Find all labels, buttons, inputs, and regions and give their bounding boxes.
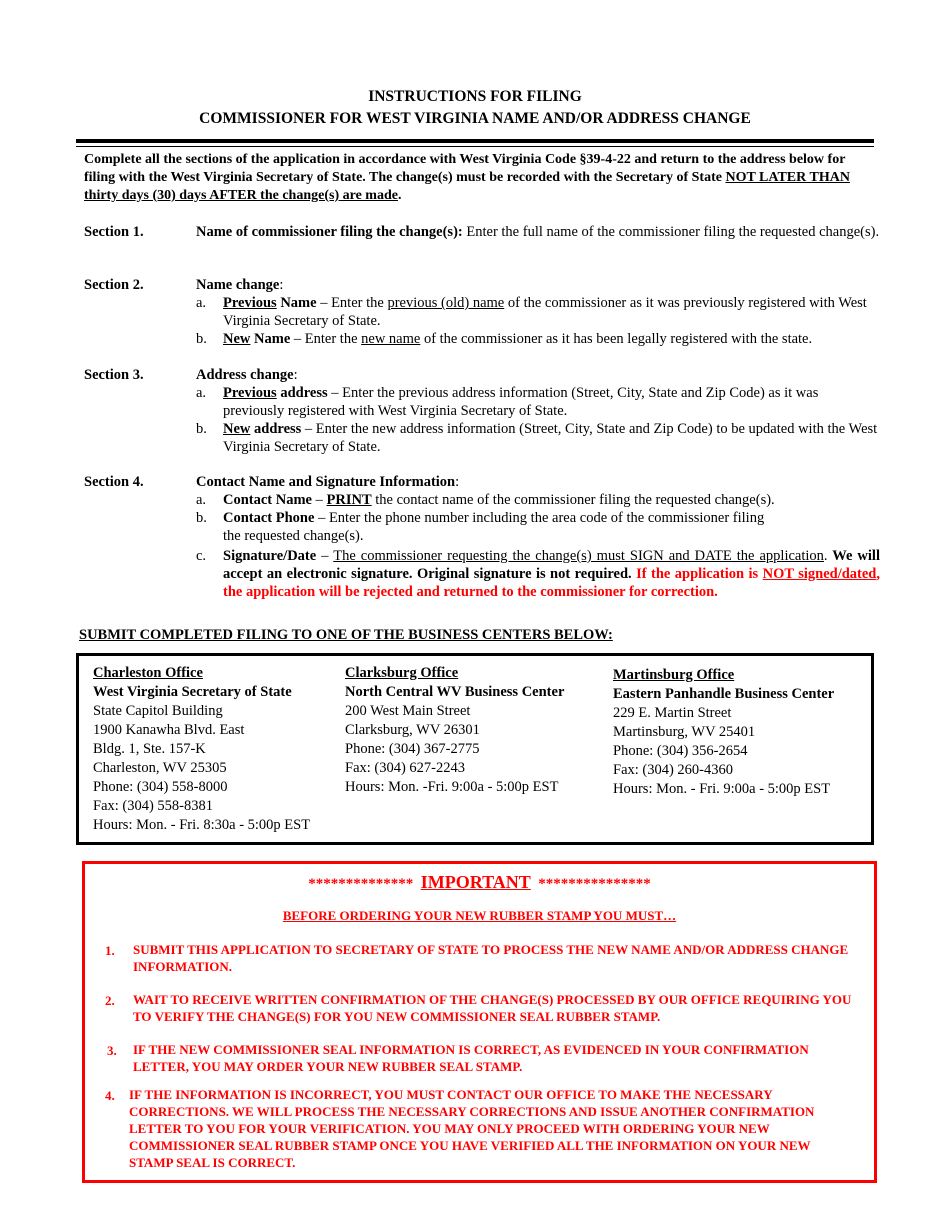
header-divider-thin — [76, 146, 874, 147]
important-item-2: WAIT TO RECEIVE WRITTEN CONFIRMATION OF THE CHANGE(S) PROCESSED BY OUR OFFICE REQUIRING YOU TO VERIFY THE CHANGE(S) FOR YOU NEW COMMISSIONER SEAL RUBBER STAMP. — [133, 992, 852, 1024]
section-4-item-b: b. Contact Phone – Enter the phone number including the area code of the commissioner filing the requested change(s). — [196, 510, 765, 544]
section-3-label: Section 3. — [84, 367, 144, 383]
header-divider-thick — [76, 139, 874, 143]
section-2-label: Section 2. — [84, 277, 144, 293]
section-2-item-a: a. Previous Name – Enter the previous (old) name of the commissioner as it was previously registered with West Virginia Secretary of State. — [196, 295, 867, 329]
section-2-item-b: b. New Name – Enter the new name of the commissioner as it has been legally registered with the state. — [196, 331, 813, 347]
important-notice-box — [82, 861, 877, 1183]
section-1-label: Section 1. — [84, 224, 144, 240]
important-item-2-number: 2. — [105, 993, 115, 1008]
office-clarksburg: Clarksburg Office North Central WV Business Center 200 West Main Street Clarksburg, WV 26301 Phone: (304) 367-2775 Fax: (304) 627-2243 Hours: Mon. -Fri. 9:00a - 5:00p EST — [345, 665, 565, 795]
important-heading: ************** IMPORTANT *************** — [308, 872, 651, 892]
important-item-3: IF THE NEW COMMISSIONER SEAL INFORMATION IS CORRECT, AS EVIDENCED IN YOUR CONFIRMATION LETTER, YOU MAY ORDER YOUR NEW RUBBER SEAL STAMP. — [133, 1042, 809, 1074]
section-4-item-c: c. Signature/Date – The commissioner requesting the change(s) must SIGN and DATE the application. We will accept an electronic signature. Original signature is not required. If the application is NOT signed/dated, the application will be rejected and returned to the commissioner for correction. — [196, 548, 880, 600]
page-title: INSTRUCTIONS FOR FILING — [368, 88, 582, 105]
section-4-body: Contact Name and Signature Information: a. Contact Name – PRINT the contact name of the commissioner filing the requested change(s). b. Contact Phone – Enter the phone number including the area code of the commissioner filing the requested change(s). c. Signature/Date – The commissioner requesting the change(s) must SIGN and DATE the application. We will accept an electronic signature. Original signature is not required. If the application is NOT signed/dated, the application will be rejected and returned to the commissioner for correction. — [196, 474, 880, 600]
important-item-3-number: 3. — [107, 1043, 117, 1058]
section-2-body: Name change: a. Previous Name – Enter the previous (old) name of the commissioner as it was previously registered with West Virginia Secretary of State. b. New Name – Enter the new name of the commissioner as it has been legally registered with the state. — [196, 276, 880, 348]
important-subheading: BEFORE ORDERING YOUR NEW RUBBER STAMP YOU MUST… — [282, 908, 677, 923]
office-charleston: Charleston Office West Virginia Secretary of State State Capitol Building 1900 Kanawha Blvd. East Bldg. 1, Ste. 157-K Charleston, WV 25305 Phone: (304) 558-8000 Fax: (304) 558-8381 Hours: Mon. - Fri. 8:30a - 5:00p EST — [93, 665, 311, 833]
office-martinsburg: Martinsburg Office Eastern Panhandle Business Center 229 E. Martin Street Martinsburg, WV 25401 Phone: (304) 356-2654 Fax: (304) 260-4360 Hours: Mon. - Fri. 9:00a - 5:00p EST — [613, 667, 835, 797]
important-item-4-number: 4. — [105, 1088, 115, 1103]
submit-heading: SUBMIT COMPLETED FILING TO ONE OF THE BUSINESS CENTERS BELOW: — [79, 627, 613, 643]
intro-paragraph: Complete all the sections of the application in accordance with West Virginia Code §39-4-22 and return to the address below for filing with the West Virginia Secretary of State. The change(s) must be recorded with the Secretary of State NOT LATER THAN thirty days (30) days AFTER the change(s) are made. — [84, 152, 850, 203]
important-item-1: SUBMIT THIS APPLICATION TO SECRETARY OF STATE TO PROCESS THE NEW NAME AND/OR ADDRESS CHANGE INFORMATION. — [133, 942, 849, 974]
section-3-item-b: b. New address – Enter the new address information (Street, City, State and Zip Code) to be updated with the West Virginia Secretary of State. — [196, 421, 878, 455]
section-4-label: Section 4. — [84, 474, 144, 490]
important-item-1-number: 1. — [105, 943, 115, 958]
section-4-item-a: a. Contact Name – PRINT the contact name of the commissioner filing the requested change(s). — [196, 492, 775, 508]
page-subtitle: COMMISSIONER FOR WEST VIRGINIA NAME AND/OR ADDRESS CHANGE — [199, 110, 751, 127]
section-3-item-a: a. Previous address – Enter the previous address information (Street, City, State and Zip Code) as it was previously registered with West Virginia Secretary of State. — [196, 385, 819, 419]
important-item-4: IF THE INFORMATION IS INCORRECT, YOU MUST CONTACT OUR OFFICE TO MAKE THE NECESSARY CORRECTIONS. WE WILL PROCESS THE NECESSARY CORRECTIONS AND ISSUE ANOTHER CONFIRMATION LETTER TO YOU FOR YOUR VERIFICATION. YOU MAY ONLY PROCEED WITH ORDERING YOUR NEW COMMISSIONER SEAL RUBBER STAMP ONCE YOU HAVE VERIFIED ALL THE INFORMATION ON YOUR NEW STAMP SEAL IS CORRECT. — [129, 1087, 815, 1170]
offices-box — [76, 653, 874, 845]
section-3-body: Address change: a. Previous address – Enter the previous address information (Street, City, State and Zip Code) as it was previously registered with West Virginia Secretary of State. b. New address – Enter the new address information (Street, City, State and Zip Code) to be updated with the West Virginia Secretary of State. — [196, 366, 880, 456]
section-1-body: Name of commissioner filing the change(s): Enter the full name of the commissioner filing the requested change(s). — [196, 224, 880, 240]
